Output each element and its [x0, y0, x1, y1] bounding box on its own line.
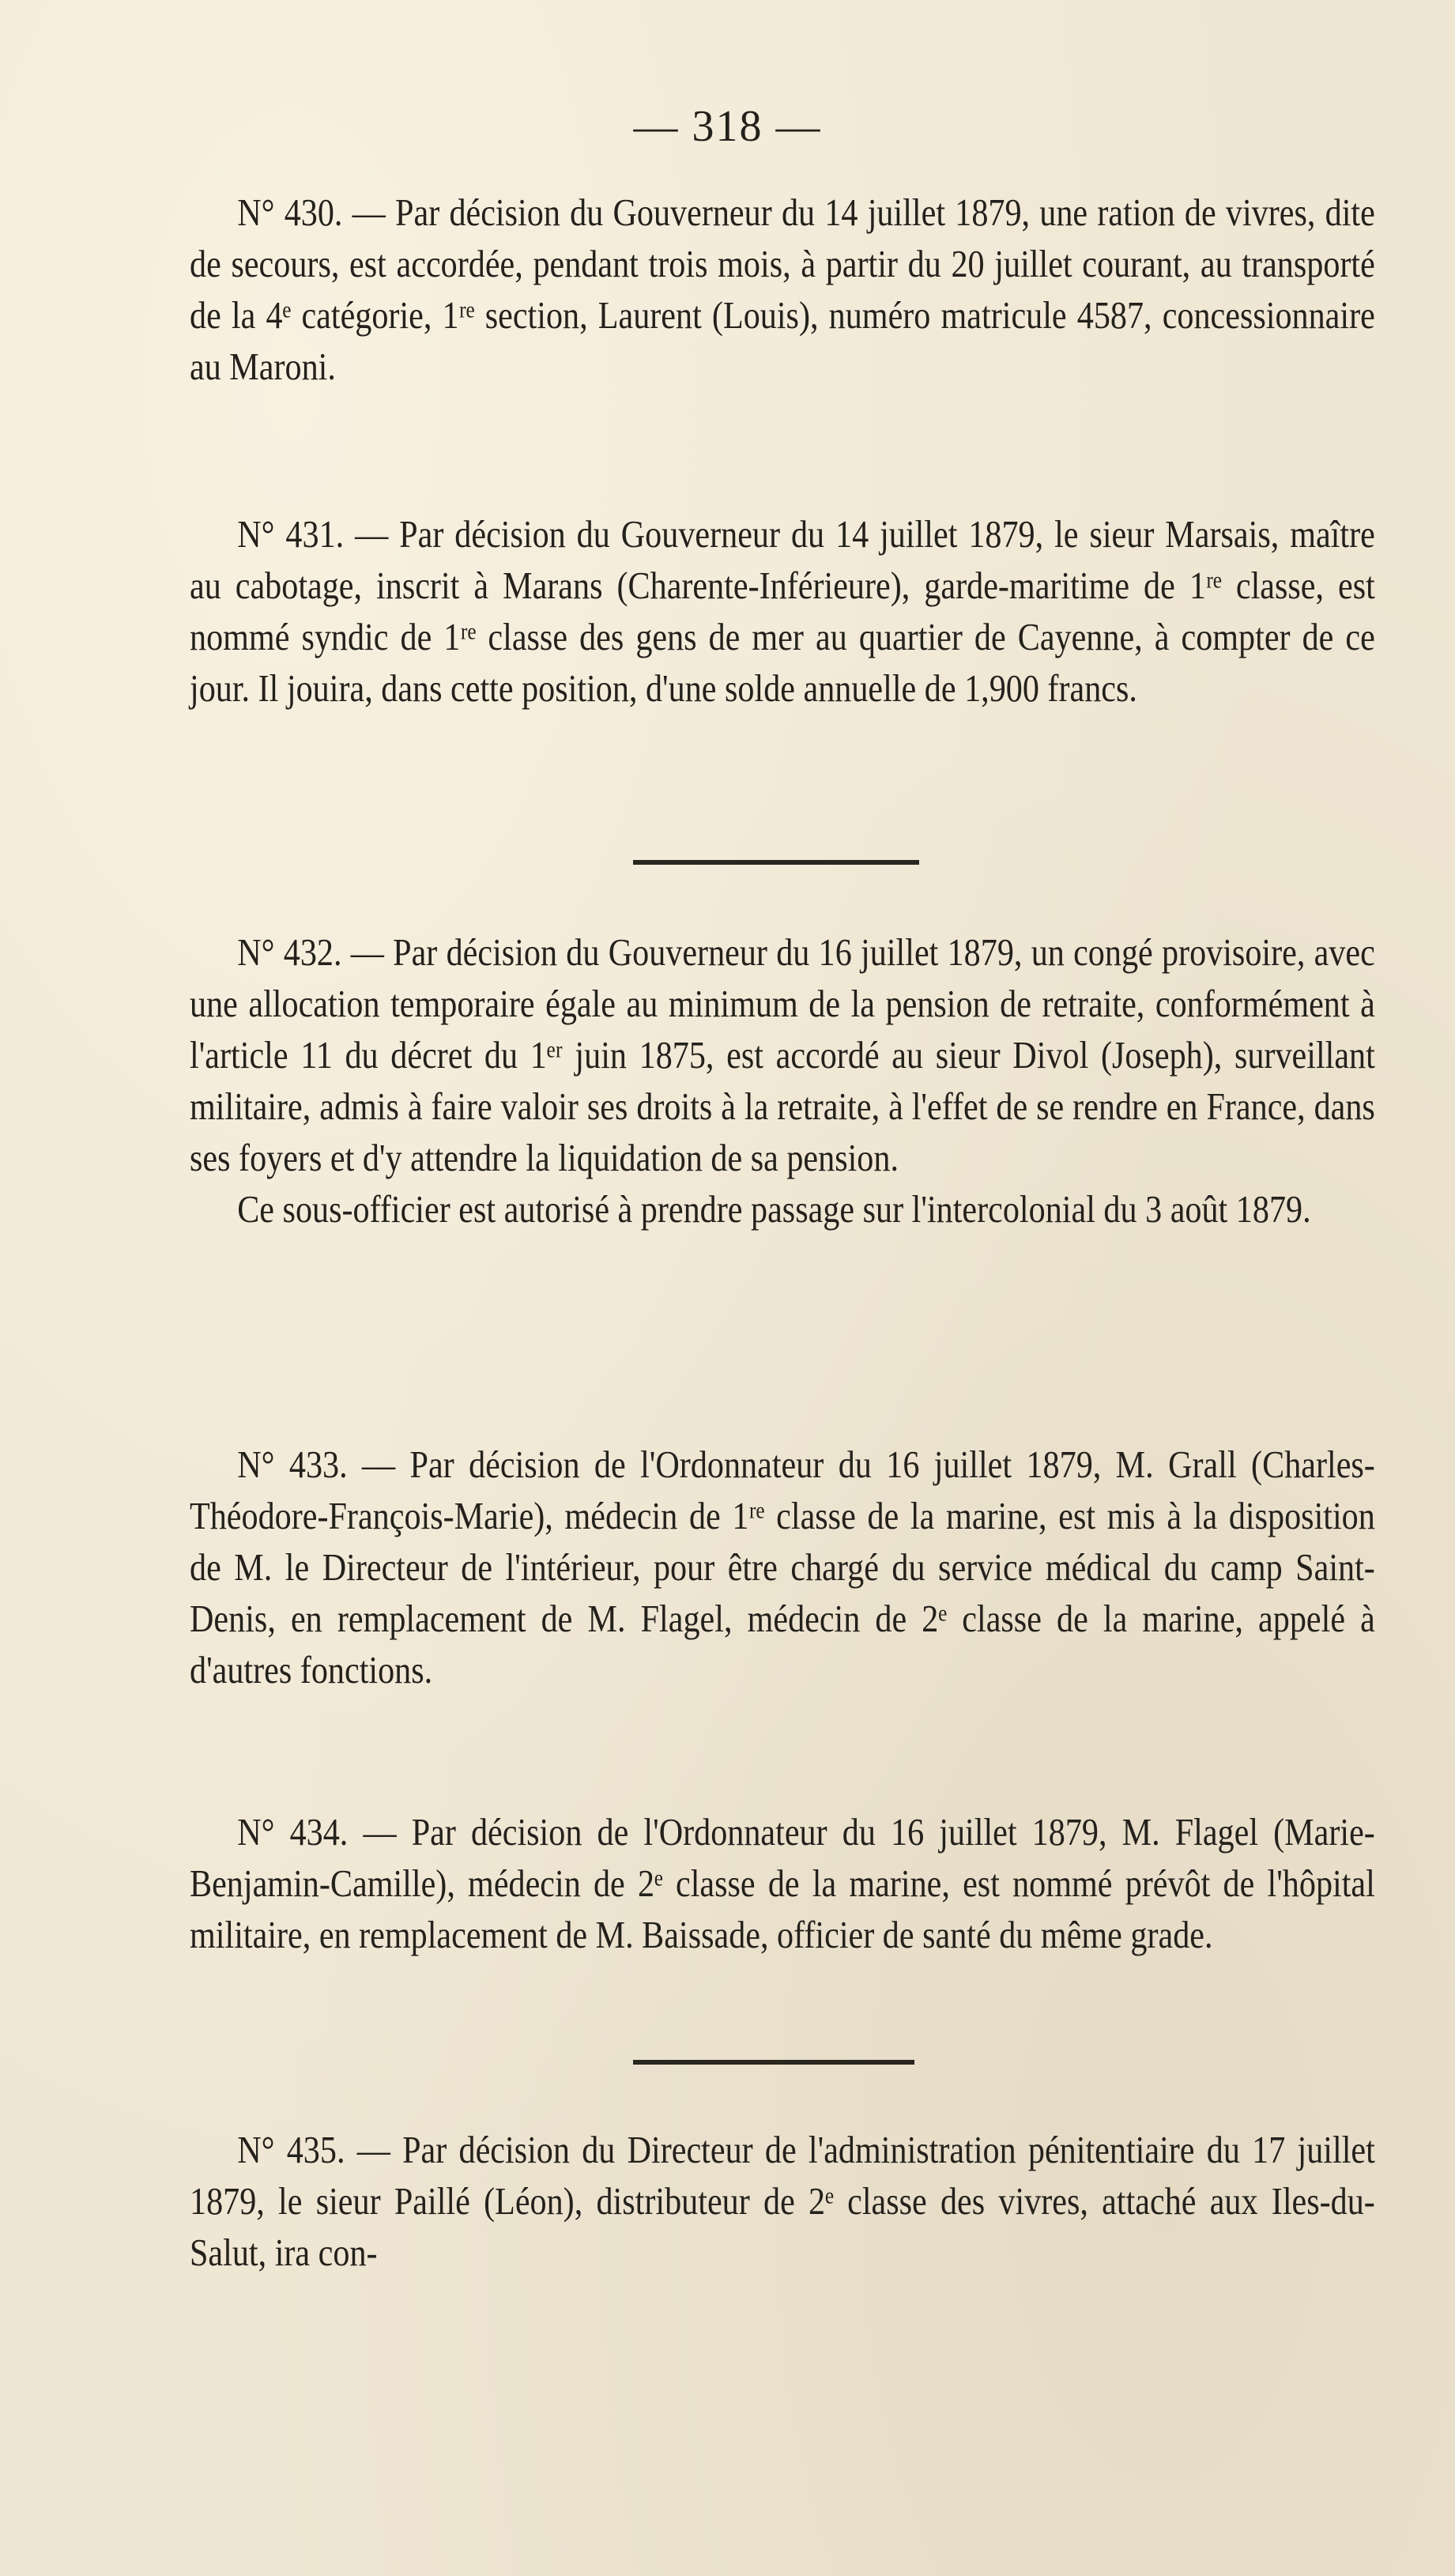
paragraph: N° 433. — Par décision de l'Ordonnateur du 16 juillet 1879, M. Grall (Charles-Théodore-François-Marie), médecin de 1ʳᵉ classe de la marine, est mis à la disposition de M. le Directeur de l'intérieur, pour être chargé du service médical du camp Saint-Denis, en remplacement de M. Flagel, médecin de 2ᵉ classe de la marine, appelé à d'autres fonctions. [190, 1443, 1375, 1692]
paragraph: N° 432. — Par décision du Gouverneur du 16 juillet 1879, un congé provisoire, avec une allocation temporaire égale au minimum de la pension de retraite, conformément à l'article 11 du décret du 1ᵉʳ juin 1875, est accordé au sieur Divol (Joseph), surveillant militaire, admis à faire valoir ses droits à la retraite, à l'effet de se rendre en France, dans ses foyers et d'y attendre la liquidation de sa pension. [190, 930, 1375, 1179]
paragraph: Ce sous-officier est autorisé à prendre passage sur l'intercolonial du 3 août 1879. [237, 1187, 1311, 1231]
paragraph: N° 434. — Par décision de l'Ordonnateur du 16 juillet 1879, M. Flagel (Marie-Benjamin-Camille), médecin de 2ᵉ classe de la marine, est nommé prévôt de l'hôpital militaire, en remplacement de M. Baissade, officier de santé du même grade. [190, 1810, 1375, 1956]
page-number: — 318 — [633, 102, 822, 151]
decision-433 [190, 1439, 1375, 1695]
paragraph: N° 435. — Par décision du Directeur de l'administration pénitentiaire du 17 juillet 1879, le sieur Paillé (Léon), distributeur de 2ᵉ classe des vivres, attaché aux Iles-du-Salut, ira con- [190, 2128, 1375, 2274]
paragraph: N° 431. — Par décision du Gouverneur du 14 juillet 1879, le sieur Marsais, maître au cabotage, inscrit à Marans (Charente-Inférieure), garde-maritime de 1ʳᵉ classe, est nommé syndic de 1ʳᵉ classe des gens de mer au quartier de Cayenne, à compter de ce jour. Il jouira, dans cette position, d'une solde annuelle de 1,900 francs. [190, 512, 1375, 710]
decision-434 [190, 1806, 1375, 1960]
decision-435 [190, 2124, 1375, 2278]
paragraph: N° 430. — Par décision du Gouverneur du 14 juillet 1879, une ration de vivres, dite de secours, est accordée, pendant trois mois, à partir du 20 juillet courant, au transporté de la 4ᵉ catégorie, 1ʳᵉ section, Laurent (Louis), numéro matricule 4587, concessionnaire au Maroni. [190, 190, 1375, 388]
section-divider [633, 860, 919, 865]
section-divider [633, 2060, 914, 2065]
decision-431 [190, 508, 1375, 714]
decision-432 [190, 926, 1375, 1235]
decision-430 [190, 187, 1375, 392]
